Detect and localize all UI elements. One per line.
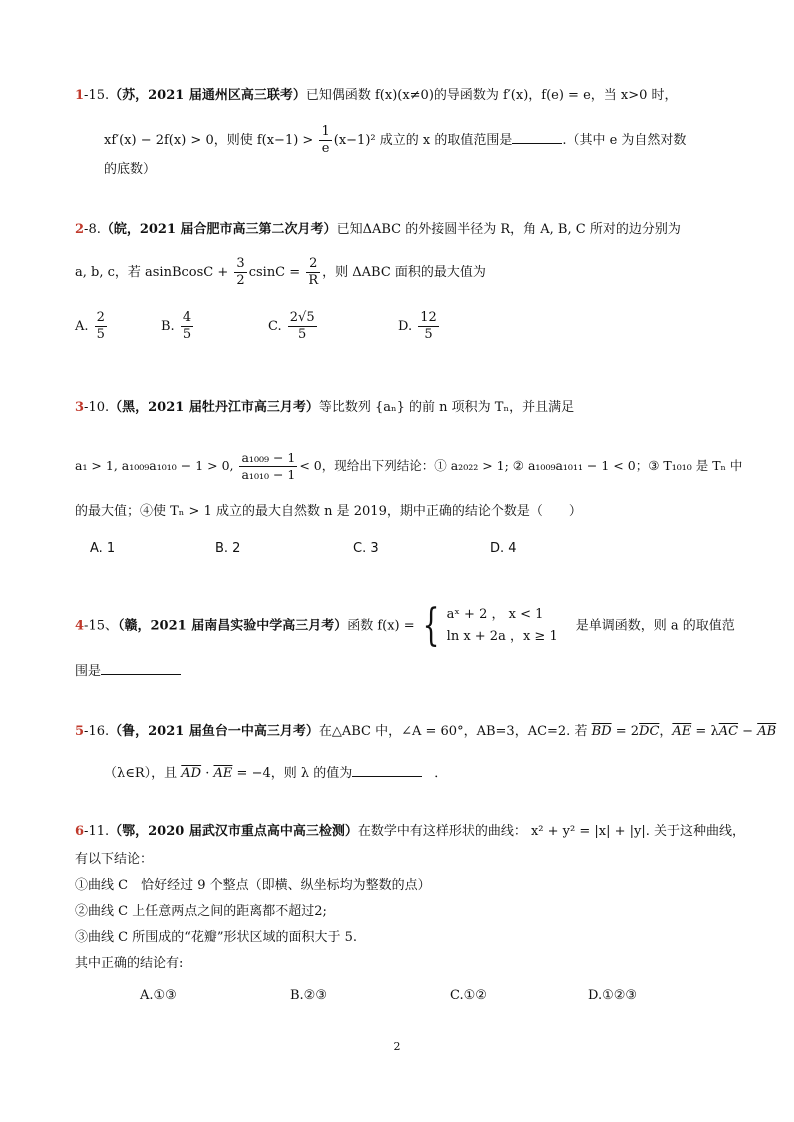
- q2-option-b-num: 4: [182, 310, 192, 325]
- q6-option-a[interactable]: A.①③: [140, 988, 177, 1003]
- q5-text-line1: 在△ABC 中，∠A = 60°，AB=3，AC=2. 若: [318, 724, 592, 739]
- q5-vec-ad: $\overline{AD}$: [181, 766, 202, 781]
- q6-line2: 有以下结论：: [75, 852, 154, 867]
- q5-line2: [104, 762, 447, 784]
- q4-answer-blank[interactable]: [101, 660, 181, 675]
- q6-line1: [75, 822, 745, 842]
- q3-line1: [75, 398, 574, 418]
- q5-minus: −: [738, 724, 758, 739]
- q4-text-line1b: 是单调函数，则 a 的取值范: [575, 618, 735, 634]
- q2-option-a-den: 5: [96, 327, 105, 342]
- q1-line1: [75, 86, 678, 106]
- q1-number: 1: [75, 88, 85, 103]
- q4-text-line1a: 函数 f(x) =: [347, 618, 415, 634]
- q4-piece-1: aˣ + 2 ， x < 1: [446, 607, 544, 622]
- q2-option-c-num: 2√5: [289, 310, 315, 325]
- q5-subnumber: -16.: [84, 724, 110, 739]
- q2-line2: [75, 256, 486, 289]
- q1-subnumber: -15.: [84, 88, 110, 103]
- q3-option-b[interactable]: B. 2: [215, 541, 241, 556]
- q4-number: 4: [75, 618, 85, 634]
- q5-dot: ·: [201, 766, 214, 781]
- q2-option-c-label: C.: [268, 319, 282, 334]
- q5-text-line2a: （λ∈R），且: [104, 766, 182, 781]
- q2-option-a-num: 2: [96, 310, 105, 325]
- q6-source: （鄂，2020 届武汉市重点高中高三检测）: [109, 824, 358, 839]
- q6-option-c[interactable]: C.①②: [450, 988, 487, 1003]
- q2-number: 2: [75, 222, 85, 237]
- q1-line2: [104, 124, 686, 157]
- q1-frac-den: e: [321, 141, 330, 156]
- q2-option-a-label: A.: [75, 319, 89, 334]
- q2-text-line1: 已知ΔABC 的外接圆半径为 R，角 A, B, C 所对的边分别为: [336, 222, 681, 237]
- q2-option-d-den: 5: [424, 327, 433, 342]
- q3-line3: 的最大值；④使 Tₙ > 1 成立的最大自然数 n 是 2019，期中正确的结论个数是（ ）: [75, 504, 582, 519]
- q6-number: 6: [75, 824, 85, 839]
- q2-text-line2a: a, b, c，若 asinBcosC +: [75, 265, 229, 280]
- q1-answer-blank[interactable]: [512, 129, 562, 144]
- q2-option-c-fraction: [288, 310, 317, 343]
- q4-line1: [75, 600, 735, 651]
- q4-piece-2: ln x + 2a ，x ≥ 1: [446, 629, 558, 644]
- q5-vec-ae-2: $\overline{AE}$: [213, 766, 233, 781]
- q2-text-line2b: csinC =: [248, 265, 301, 280]
- q2-fraction-2: [306, 256, 320, 289]
- q2-frac1-den: 2: [236, 273, 245, 288]
- page-number: 2: [393, 1040, 401, 1053]
- q5-vec-ae: $\overline{AE}$: [672, 724, 692, 739]
- q5-source: （鲁，2021 届鱼台一中高三月考）: [109, 724, 319, 739]
- q5-answer-blank[interactable]: [352, 762, 422, 777]
- q2-frac2-den: R: [308, 273, 319, 288]
- q2-option-b[interactable]: [161, 310, 195, 343]
- q5-vec-ac: $\overline{AC}$: [718, 724, 739, 739]
- q2-option-c[interactable]: [268, 310, 319, 343]
- q3-source: （黑，2021 届牡丹江市高三月考）: [109, 400, 319, 415]
- q5-sep: ，: [659, 724, 673, 739]
- q3-frac-num: a₁₀₀₉ − 1: [241, 450, 296, 465]
- q2-frac2-num: 2: [306, 256, 320, 273]
- q5-text-line2c: ．: [434, 766, 448, 781]
- q4-text-line2: 围是: [75, 664, 102, 679]
- q1-fraction: [319, 124, 331, 157]
- q2-frac1-num: 3: [236, 256, 245, 271]
- q5-eq1: = 2: [611, 724, 640, 739]
- q6-line6: 其中正确的结论有:: [75, 956, 184, 971]
- q5-text-line2b: = −4，则 λ 的值为: [232, 766, 353, 781]
- q6-conclusion-1: ①曲线 C 恰好经过 9 个整点（即横、纵坐标均为整数的点）: [75, 878, 431, 893]
- q6-conclusion-2: ②曲线 C 上任意两点之间的距离都不超过2;: [75, 904, 327, 919]
- q4-line2: [75, 660, 181, 682]
- q2-source: （皖，2021 届合肥市高三第二次月考）: [100, 222, 337, 237]
- q2-option-b-label: B.: [161, 319, 175, 334]
- q3-text-line2b: < 0，现给出下列结论：① a₂₀₂₂ > 1; ② a₁₀₀₉a₁₀₁₁ − 1 < 0；③ T₁₀₁₀ 是 Tₙ 中: [299, 458, 743, 473]
- q5-number: 5: [75, 724, 85, 739]
- q2-option-a[interactable]: [75, 310, 109, 343]
- q5-eq2: = λ: [691, 724, 719, 739]
- q5-line1: [75, 722, 776, 742]
- q3-subnumber: -10.: [84, 400, 110, 415]
- q3-frac-den: a₁₀₁₀ − 1: [241, 467, 296, 482]
- q2-option-d-label: D.: [398, 319, 413, 334]
- q2-option-d-fraction: [418, 310, 439, 343]
- q6-subnumber: -11.: [84, 824, 110, 839]
- q2-option-d[interactable]: [398, 310, 441, 343]
- q2-option-c-den: 5: [298, 327, 307, 342]
- q2-line1: [75, 220, 681, 240]
- q5-vec-dc: $\overline{DC}$: [639, 724, 660, 739]
- q6-text-line1: 在数学中有这样形状的曲线： x² + y² = |x| + |y|. 关于这种曲线，: [357, 824, 746, 839]
- q1-text-line2b: (x−1)² 成立的 x 的取值范围是: [333, 133, 513, 148]
- q3-text-line1: 等比数列 {aₙ} 的前 n 项积为 Tₙ，并且满足: [318, 400, 575, 415]
- q3-number: 3: [75, 400, 85, 415]
- q2-subnumber: -8.: [84, 222, 101, 237]
- q2-option-d-num: 12: [420, 310, 437, 325]
- q6-option-d[interactable]: D.①②③: [588, 988, 638, 1003]
- q4-source: （赣，2021 届南昌实验中学高三月考）: [117, 618, 348, 634]
- q3-option-a[interactable]: A. 1: [90, 541, 116, 556]
- q2-text-line2c: ，则 ΔABC 面积的最大值为: [322, 265, 486, 280]
- q3-fraction: [239, 450, 297, 483]
- q3-text-line2a: a₁ > 1, a₁₀₀₉a₁₀₁₀ − 1 > 0,: [75, 458, 234, 473]
- q1-text-line1: 已知偶函数 f(x)(x≠0)的导函数为 f′(x)，f(e) = e，当 x>0 时，: [305, 88, 678, 103]
- q3-option-c[interactable]: C. 3: [353, 541, 379, 556]
- q4-piecewise: [447, 604, 558, 648]
- q6-conclusion-3: ③曲线 C 所围成的“花瓣”形状区域的面积大于 5.: [75, 930, 358, 945]
- q2-option-b-fraction: [181, 310, 193, 343]
- q6-option-b[interactable]: B.②③: [290, 988, 327, 1003]
- q2-option-b-den: 5: [182, 327, 192, 342]
- q2-fraction-1: [234, 256, 246, 289]
- q4-brace-icon: {: [422, 600, 440, 651]
- q5-vec-ab: $\overline{AB}$: [757, 724, 777, 739]
- q4-subnumber: -15、: [84, 618, 118, 634]
- q3-option-d[interactable]: D. 4: [490, 541, 517, 556]
- q1-frac-num: 1: [321, 124, 330, 139]
- q1-text-line2a: xf′(x) − 2f(x) > 0，则使 f(x−1) >: [104, 133, 314, 148]
- q1-text-line2c: .（其中 e 为自然对数: [562, 133, 687, 148]
- q5-vec-bd: $\overline{BD}$: [591, 724, 612, 739]
- q1-source: （苏，2021 届通州区高三联考）: [109, 88, 306, 103]
- q1-line3: 的底数）: [104, 162, 157, 177]
- q3-line2: [75, 450, 742, 483]
- q2-option-a-fraction: [95, 310, 107, 343]
